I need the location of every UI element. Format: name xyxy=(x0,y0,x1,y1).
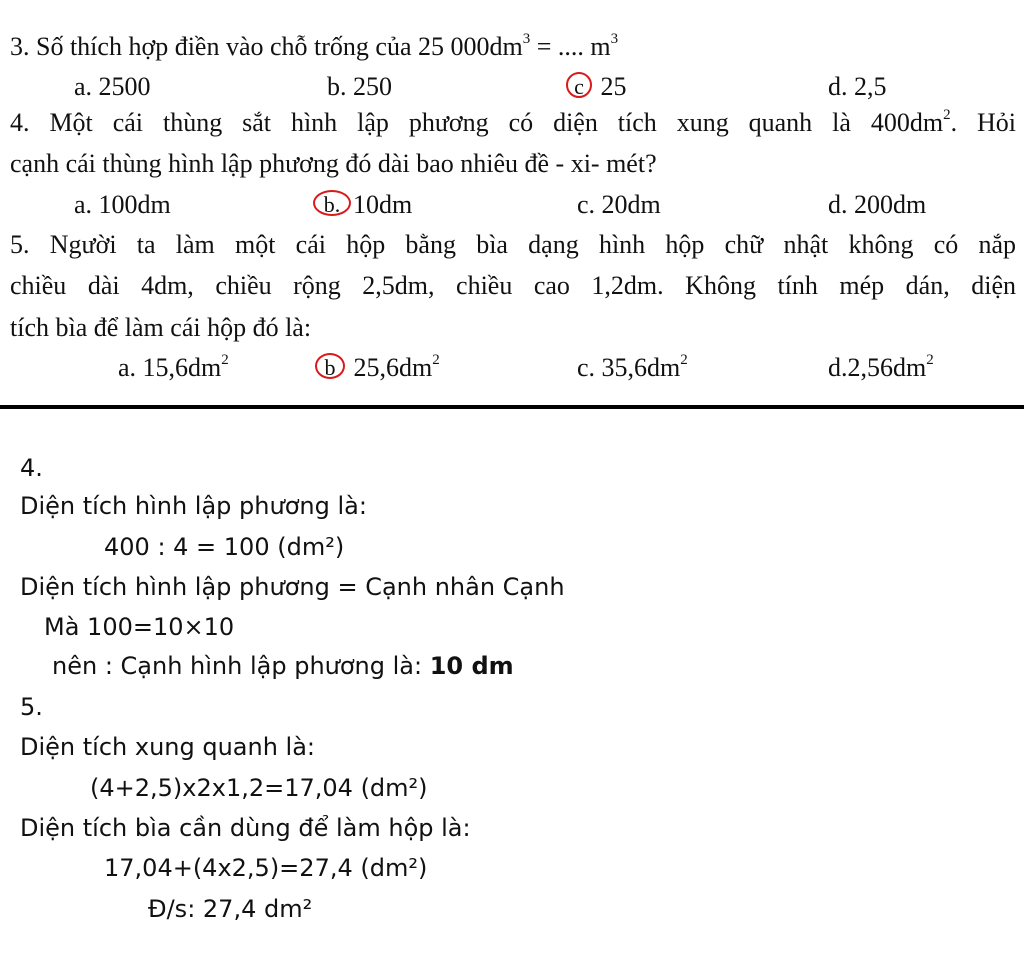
solution-5-line2: Diện tích bìa cần dùng để làm hộp là: xyxy=(20,814,471,842)
q5-option-b-sup: 2 xyxy=(432,352,440,368)
q4-option-c: c. 20dm xyxy=(577,190,661,219)
solution-4-number: 4. xyxy=(20,454,43,482)
q5-option-d-sup: 2 xyxy=(926,352,934,368)
q5-option-c-text: c. 35,6dm xyxy=(577,353,681,382)
q5-option-c-sup: 2 xyxy=(680,352,688,368)
solution-4-calc: 400 : 4 = 100 (dm²) xyxy=(104,533,345,561)
solution-5-calc1: (4+2,5)x2x1,2=17,04 (dm²) xyxy=(90,774,428,802)
q5-option-a-sup: 2 xyxy=(221,352,229,368)
q5-option-a-text: a. 15,6dm xyxy=(118,353,222,382)
q3-option-b: b. 250 xyxy=(327,72,392,101)
solution-4-line1: Diện tích hình lập phương là: xyxy=(20,492,367,520)
question-section xyxy=(0,0,1024,408)
q4-line1-after: . Hỏi xyxy=(950,108,1017,137)
q3-text xyxy=(10,32,618,62)
solution-5-calc2: 17,04+(4x2,5)=27,4 (dm²) xyxy=(104,854,428,882)
q3-sup1: 3 xyxy=(522,31,531,47)
answer-circle-icon: b. xyxy=(313,190,351,216)
q4-line1-sup: 2 xyxy=(943,107,951,123)
q4-option-b-value: 10dm xyxy=(353,190,413,219)
q5-option-d xyxy=(828,353,934,383)
solution-4-answer: 10 dm xyxy=(429,652,514,680)
q3-option-c xyxy=(566,72,627,102)
q3-option-d: d. 2,5 xyxy=(828,72,887,101)
q5-option-b-value: 25,6dm xyxy=(347,353,433,382)
solution-4-line4 xyxy=(52,652,514,680)
solution-4-line3: Mà 100=10×10 xyxy=(44,613,235,641)
q5-line3: tích bìa để làm cái hộp đó là: xyxy=(10,313,312,342)
q5-line2: chiều dài 4dm, chiều rộng 2,5dm, chiều cao 1,2dm. Không tính mép dán, diện xyxy=(10,271,1016,300)
q5-option-d-text: d.2,56dm xyxy=(828,353,927,382)
q3-text-mid: = .... m xyxy=(530,32,611,61)
q3-text-before: 3. Số thích hợp điền vào chỗ trống của 25 000dm xyxy=(10,32,523,61)
q4-option-a: a. 100dm xyxy=(74,190,171,219)
q3-option-c-value: 25 xyxy=(594,72,627,101)
answer-circle-icon: c xyxy=(566,72,592,98)
q5-option-a xyxy=(118,353,229,383)
q3-sup2: 3 xyxy=(610,31,619,47)
q5-option-b xyxy=(315,353,440,383)
solution-5-number: 5. xyxy=(20,693,43,721)
answer-circle-icon: b xyxy=(315,353,345,379)
q4-line1-before: 4. Một cái thùng sắt hình lập phương có diện tích xung quanh là 400dm xyxy=(10,108,944,137)
solution-4-line4-prefix: nên : Cạnh hình lập phương là: xyxy=(52,652,430,680)
solution-5-line1: Diện tích xung quanh là: xyxy=(20,733,316,761)
q5-line1: 5. Người ta làm một cái hộp bằng bìa dạng hình hộp chữ nhật không có nắp xyxy=(10,230,1016,259)
q3-option-a: a. 2500 xyxy=(74,72,151,101)
solution-5-answer: Đ/s: 27,4 dm² xyxy=(148,895,313,923)
q4-option-b xyxy=(313,190,412,220)
section-divider xyxy=(0,405,1024,409)
q4-line1 xyxy=(10,108,1016,138)
q4-option-d: d. 200dm xyxy=(828,190,927,219)
q5-option-c xyxy=(577,353,688,383)
q4-line2: cạnh cái thùng hình lập phương đó dài bao nhiêu đề - xi- mét? xyxy=(10,149,657,178)
solution-4-line2: Diện tích hình lập phương = Cạnh nhân Cạnh xyxy=(20,573,565,601)
